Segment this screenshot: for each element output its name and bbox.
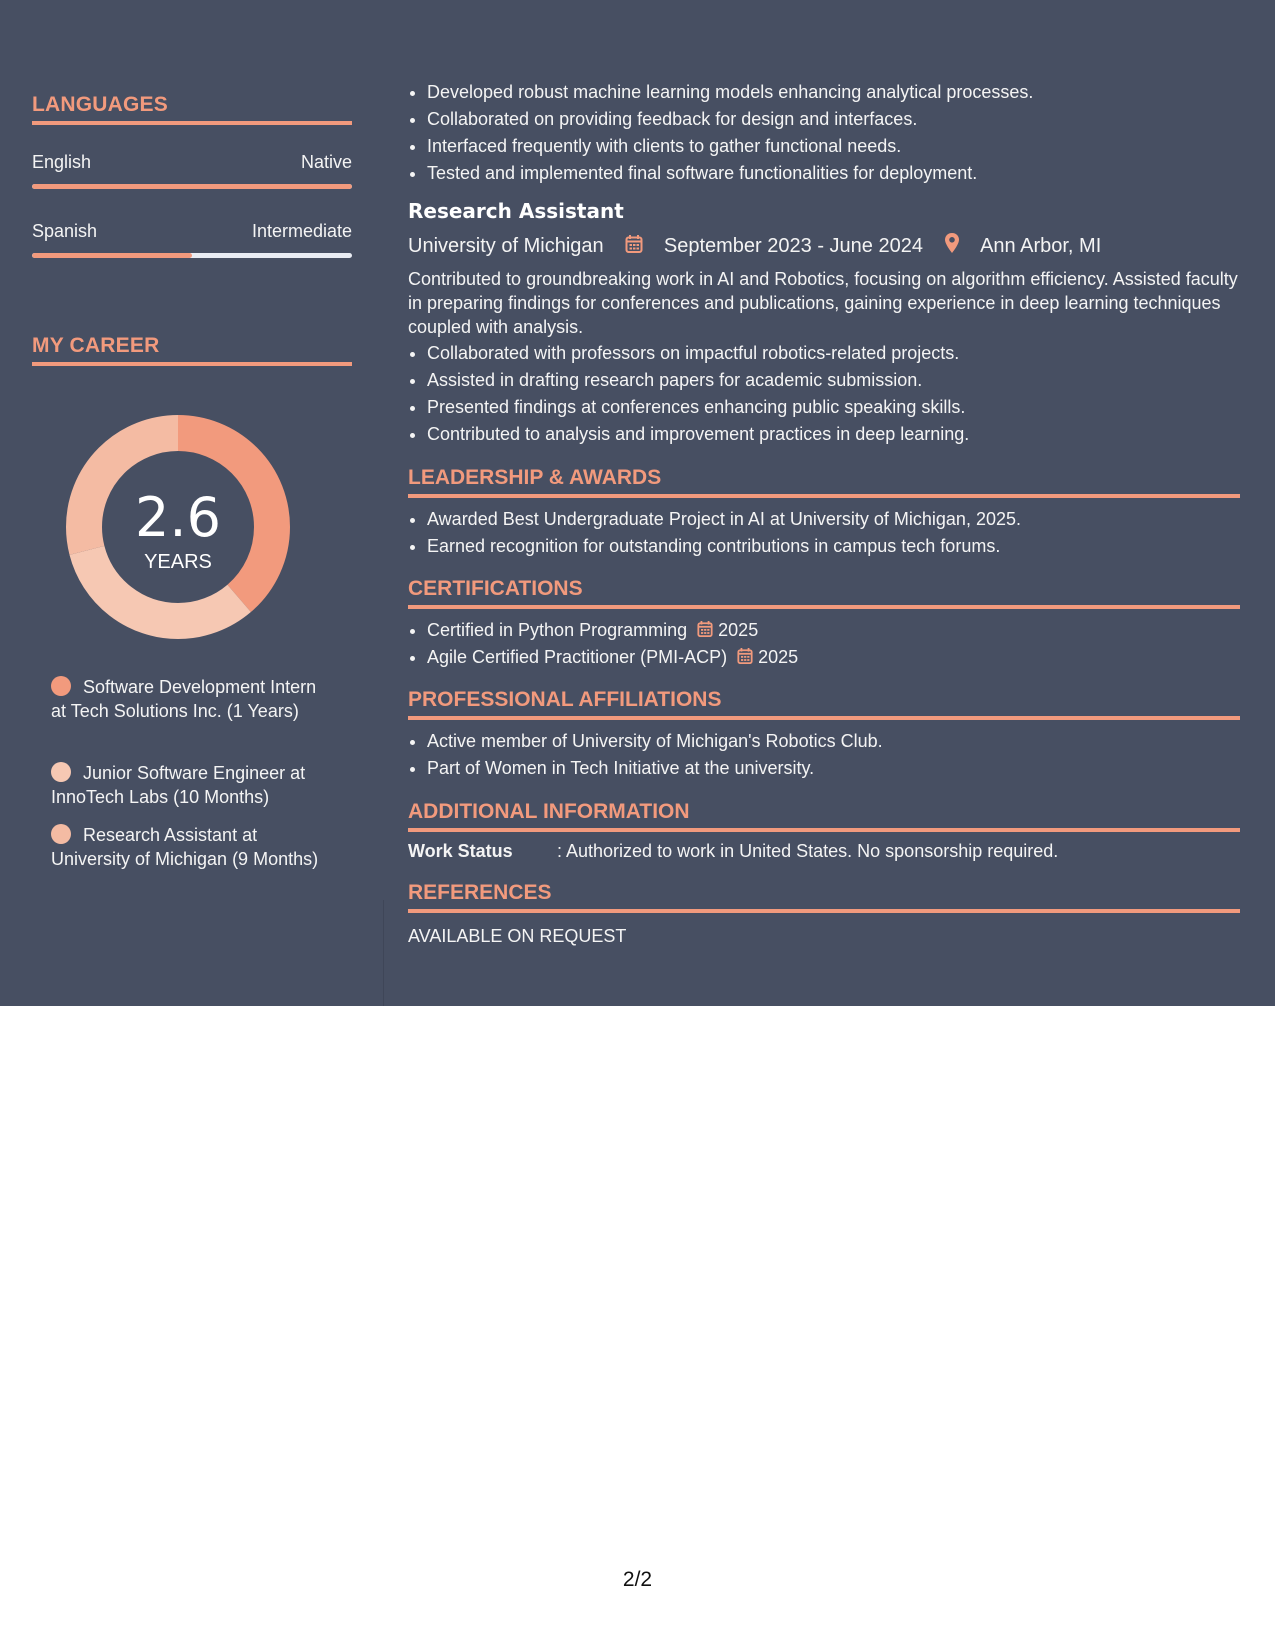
- additional-info-heading: ADDITIONAL INFORMATION: [408, 800, 1240, 832]
- career-legend-item: [51, 761, 331, 809]
- career-unit: YEARS: [144, 551, 212, 573]
- calendar-icon: [625, 234, 643, 254]
- certification-item: [427, 644, 1240, 671]
- legend-dot: [51, 762, 71, 782]
- bullet-item: • Tested and implemented final software functionalities for deployment.: [427, 160, 1240, 187]
- location-pin-icon: [944, 232, 960, 254]
- references-heading: REFERENCES: [408, 881, 1240, 913]
- career-legend-label: Software Development Intern at Tech Solutions Inc. (1 Years): [51, 677, 317, 721]
- certification-name: Agile Certified Practitioner (PMI-ACP): [427, 647, 728, 667]
- language-bar-english: [32, 184, 352, 189]
- affiliation-item: • Part of Women in Tech Initiative at the university.: [427, 755, 1240, 782]
- bullet-item: • Interfaced frequently with clients to gather functional needs.: [427, 133, 1240, 160]
- language-bar-fill: [32, 253, 192, 258]
- previous-job-bullets: [408, 79, 1240, 187]
- job-meta: [408, 232, 1240, 258]
- legend-dot: [51, 824, 71, 844]
- work-status-row: [408, 841, 1240, 862]
- job-location: Ann Arbor, MI: [980, 235, 1102, 257]
- career-total: 2.6: [135, 486, 221, 549]
- career-donut-chart: [66, 415, 290, 639]
- job-bullets: [408, 340, 1240, 448]
- legend-dot: [51, 676, 71, 696]
- career-legend-item: [51, 675, 331, 723]
- languages-heading: LANGUAGES: [32, 93, 352, 125]
- bullet-item: • Collaborated on providing feedback for design and interfaces.: [427, 106, 1240, 133]
- certification-year: 2025: [758, 647, 799, 667]
- calendar-icon: [737, 647, 753, 665]
- page-number: 2/2: [622, 1568, 653, 1591]
- work-status-label: Work Status: [408, 841, 513, 861]
- language-bar-spanish: [32, 253, 352, 258]
- leadership-list: [408, 506, 1240, 560]
- affiliation-item: • Active member of University of Michigan's Robotics Club.: [427, 728, 1240, 755]
- leadership-heading: LEADERSHIP & AWARDS: [408, 466, 1240, 498]
- bullet-item: • Presented findings at conferences enhancing public speaking skills.: [427, 394, 1240, 421]
- column-divider: [383, 900, 384, 1006]
- bullet-item: • Collaborated with professors on impactful robotics-related projects.: [427, 340, 1240, 367]
- bullet-item: • Developed robust machine learning models enhancing analytical processes.: [427, 79, 1240, 106]
- references-text: AVAILABLE ON REQUEST: [408, 926, 627, 946]
- language-level: Intermediate: [251, 221, 352, 241]
- affiliations-heading: PROFESSIONAL AFFILIATIONS: [408, 688, 1240, 720]
- affiliations-list: [408, 728, 1240, 782]
- career-legend-label: Research Assistant at University of Michigan (9 Months): [51, 825, 319, 869]
- certification-item: [427, 617, 1240, 644]
- language-bar-fill: [32, 184, 352, 189]
- career-legend-item: [51, 823, 331, 871]
- job-description: Contributed to groundbreaking work in AI and Robotics, focusing on algorithm efficiency. Assisted faculty in preparing findings for conferences and publications, gaining experience in deep learning techniques coupled with analysis.: [408, 269, 1238, 337]
- work-status-value: : Authorized to work in United States. No sponsorship required.: [557, 841, 1059, 861]
- certifications-heading: CERTIFICATIONS: [408, 577, 1240, 609]
- language-name: Spanish: [32, 221, 98, 241]
- award-item: • Awarded Best Undergraduate Project in AI at University of Michigan, 2025.: [427, 506, 1240, 533]
- certifications-list: [408, 617, 1240, 671]
- calendar-icon: [697, 620, 713, 638]
- bullet-item: • Contributed to analysis and improvement practices in deep learning.: [427, 421, 1240, 448]
- job-dates: September 2023 - June 2024: [663, 235, 923, 257]
- career-legend-label: Junior Software Engineer at InnoTech Labs (10 Months): [51, 763, 306, 807]
- award-item: • Earned recognition for outstanding contributions in campus tech forums.: [427, 533, 1240, 560]
- language-level: Native: [300, 152, 352, 172]
- certification-year: 2025: [718, 620, 759, 640]
- certification-name: Certified in Python Programming: [427, 620, 688, 640]
- career-heading: MY CAREER: [32, 334, 352, 366]
- job-organization: University of Michigan: [408, 235, 604, 257]
- job-title: Research Assistant: [408, 199, 624, 223]
- bullet-item: • Assisted in drafting research papers for academic submission.: [427, 367, 1240, 394]
- language-name: English: [32, 152, 92, 172]
